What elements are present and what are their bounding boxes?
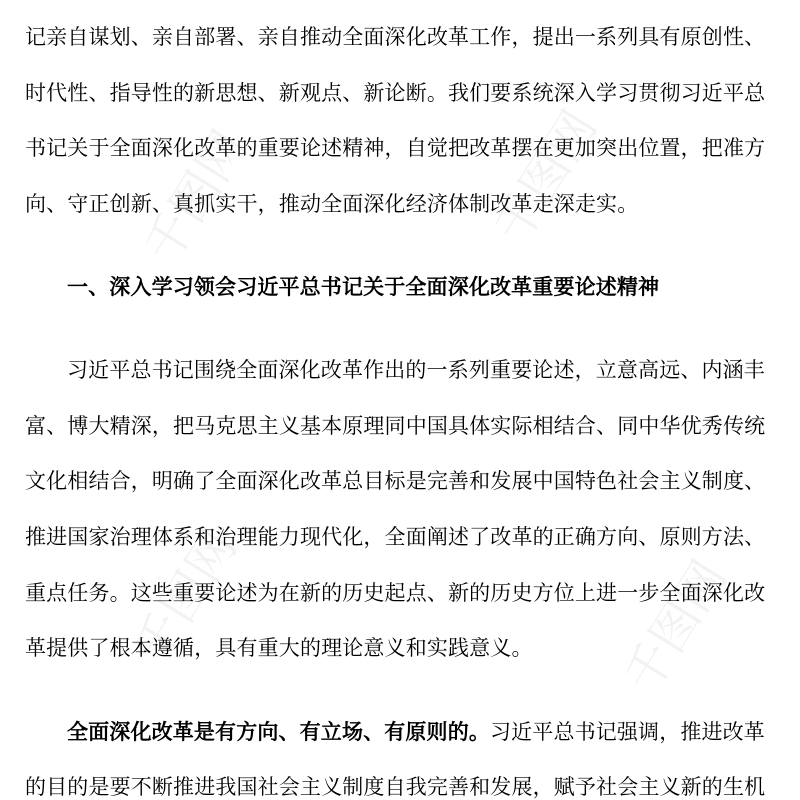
intro-line-1: 记亲自谋划、亲自部署、亲自推动全面深化改革工作，提出一系列具有原创性、 [25,25,766,49]
paragraph-1-line-1: 习近平总书记围绕全面深化改革作出的一系列重要论述，立意高远、内涵丰 [67,358,765,382]
intro-line-3: 书记关于全面深化改革的重要论述精神，自觉把改革摆在更加突出位置，把准方 [25,136,766,160]
section-heading: 一、深入学习领会习近平总书记关于全面深化改革重要论述精神 [67,275,660,299]
watermark: 千图网 [133,120,258,273]
paragraph-1-line-2: 富、博大精深，把马克思主义基本原理同中国具体实际相结合、同中华优秀传统 [25,414,766,438]
paragraph-2-lead-rest: 习近平总书记强调，推进改革 [490,720,765,744]
watermark: 千图网 [483,100,608,253]
paragraph-1-line-4: 推进国家治理体系和治理能力现代化，全面阐述了改革的正确方向、原则方法、 [25,525,766,549]
paragraph-2-line-2: 的目的是要不断推进我国社会主义制度自我完善和发展，赋予社会主义新的生机 [25,775,766,799]
paragraph-1-line-6: 革提供了根本遵循，具有重大的理论意义和实践意义。 [25,636,533,660]
paragraph-2-line-1 [67,717,780,747]
watermark: 千图网 [613,550,738,703]
paragraph-1-line-5: 重点任务。这些重要论述为在新的历史起点、新的历史方位上进一步全面深化改 [25,581,766,605]
paragraph-1-line-3: 文化相结合，明确了全面深化改革总目标是完善和发展中国特色社会主义制度、 [25,469,766,493]
intro-line-4: 向、守正创新、真抓实干，推动全面深化经济体制改革走深走实。 [25,192,639,216]
watermark: 千图网 [123,520,248,673]
paragraph-2-lead-bold: 全面深化改革是有方向、有立场、有原则的。 [67,720,490,744]
intro-line-2: 时代性、指导性的新思想、新观点、新论断。我们要系统深入学习贯彻习近平总 [25,81,766,105]
